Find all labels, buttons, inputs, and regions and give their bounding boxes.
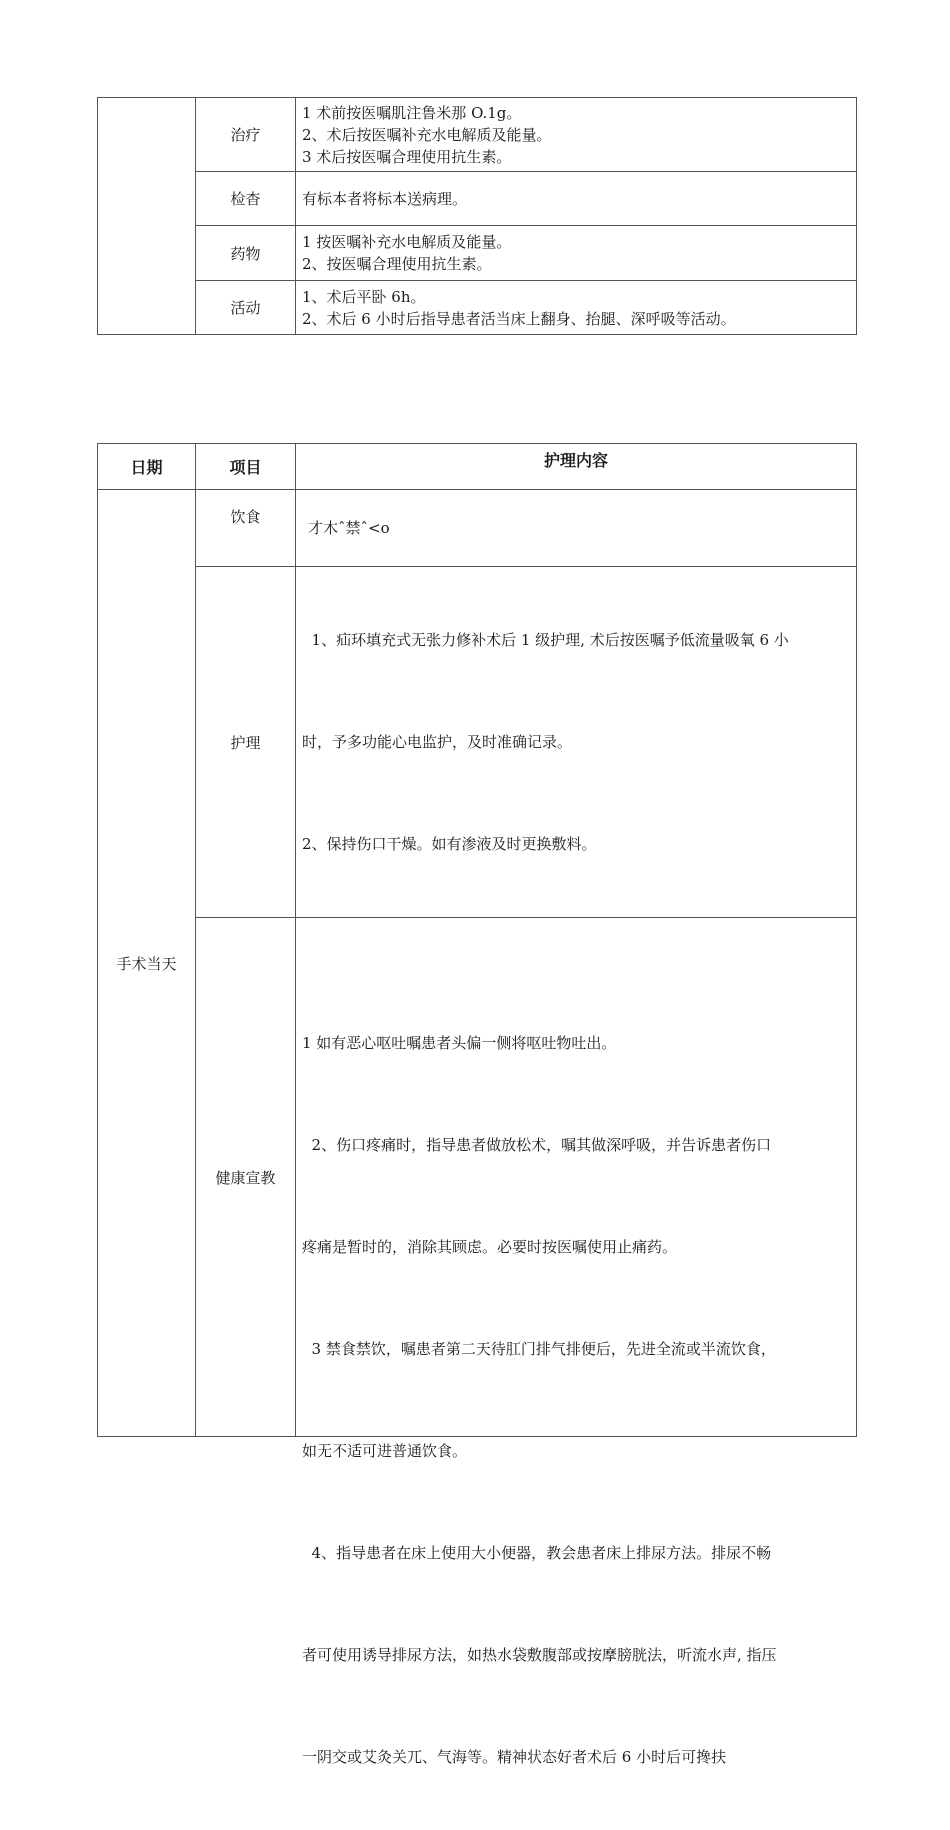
- content-nursing: [296, 567, 857, 918]
- text-line: 有标本者将标本送病理。: [302, 189, 468, 208]
- text-line: 1、疝环填充式无张力修补术后 1 级护理, 术后按医嘱予低流量吸氧 6 小: [302, 631, 789, 649]
- date-cell-empty: [98, 98, 196, 335]
- content-medication: [296, 226, 857, 281]
- text-line: 1、术后平卧 6h。: [302, 287, 426, 306]
- text-line: 疼痛是暂时的，消除其顾虑。必要时按医嘱使用止痛药。: [302, 1238, 678, 1256]
- header-date: 日期: [98, 444, 196, 490]
- text-line: 一阴交或艾灸关兀、气海等。精神状态好者术后 6 小时后可搀扶: [302, 1748, 727, 1766]
- content-treatment: [296, 98, 857, 172]
- text-line: 者可使用诱导排尿方法，如热水袋敷腹部或按摩膀胱法，听流水声, 指压: [302, 1646, 777, 1664]
- date-surgery-day: 手术当天: [98, 490, 196, 1437]
- item-examination: 检杳: [196, 172, 296, 226]
- item-health-education: 健康宣教: [196, 918, 296, 1437]
- content-examination: [296, 172, 857, 226]
- header-content: 护理内容: [296, 444, 857, 490]
- text-line: 3 术后按医嘱合理使用抗生素。: [302, 147, 512, 166]
- content-activity: [296, 281, 857, 335]
- text-line: 3 禁食禁饮，嘱患者第二天待肛门排气排便后，先进全流或半流饮食，: [302, 1340, 776, 1358]
- care-table-continued: [97, 97, 857, 335]
- text-line: 1 按医嘱补充水电解质及能量。: [302, 233, 512, 251]
- item-treatment: 治疗: [196, 98, 296, 172]
- text-line: 1 如有恶心呕吐嘱患者头偏一侧将呕吐物吐出。: [302, 1034, 617, 1052]
- text-line: 1 术前按医嘱肌注鲁米那 O.1g。: [302, 103, 522, 122]
- care-table-surgery-day: [97, 443, 857, 1766]
- item-diet: 饮食: [196, 490, 296, 567]
- item-medication: 药物: [196, 226, 296, 281]
- text-line: 2、伤口疼痛时，指导患者做放松术，嘱其做深呼吸，并告诉患者伤口: [302, 1136, 772, 1154]
- text-line: 如无不适可进普通饮食。: [302, 1442, 468, 1460]
- item-nursing: 护理: [196, 567, 296, 918]
- text-line: 时，予多功能心电监护，及时准确记录。: [302, 733, 573, 751]
- header-item: 项目: [196, 444, 296, 490]
- text-line: 2、按医嘱合理使用抗生素。: [302, 255, 492, 273]
- text-line: 2、术后 6 小时后指导患者活当床上翻身、抬腿、深呼吸等活动。: [302, 309, 736, 328]
- content-health-education: [296, 918, 857, 1766]
- content-diet: [296, 490, 857, 567]
- text-line: 2、保持伤口干燥。如有渗液及时更换敷料。: [302, 835, 597, 853]
- text-line: 4、指导患者在床上使用大小便器，教会患者床上排尿方法。排尿不畅: [302, 1544, 772, 1562]
- text-line: 2、术后按医嘱补充水电解质及能量。: [302, 125, 552, 144]
- item-activity: 活动: [196, 281, 296, 335]
- text-line: 才木ˆ禁ˆ<o: [308, 519, 390, 537]
